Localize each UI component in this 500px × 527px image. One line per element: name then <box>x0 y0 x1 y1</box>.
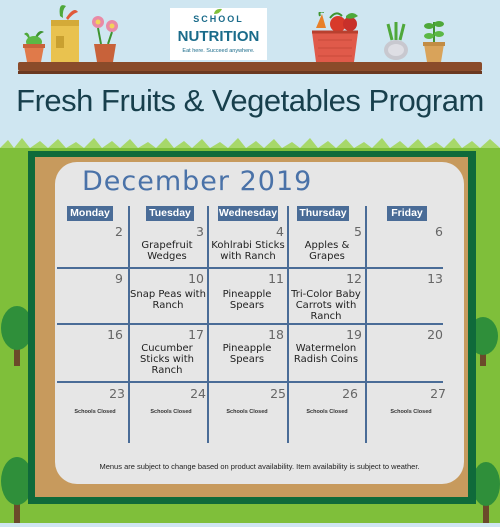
menu-item: Apples & Grapes <box>304 240 350 262</box>
day-number: 12 <box>346 271 362 286</box>
menu-item: Cucumber Sticks with Ranch <box>140 343 194 376</box>
day-number: 19 <box>346 327 362 342</box>
day-number: 11 <box>268 271 284 286</box>
menu-item: Pineapple Spears <box>222 289 272 311</box>
flower-pot-icon <box>88 12 122 66</box>
menu-item: Tri-Color Baby Carrots with Ranch <box>291 289 361 322</box>
availability-note: Menus are subject to change based on product availability. Item availability is subject to weather. <box>99 462 420 471</box>
day-number: 26 <box>342 386 358 401</box>
schools-closed-label: Schools Closed <box>150 409 192 415</box>
tree-icon <box>472 460 500 527</box>
weekday-tuesday: Tuesday <box>146 206 194 221</box>
grocery-bag-icon <box>48 2 82 66</box>
grid-line-horizontal <box>57 267 443 269</box>
calendar-month: December 2019 <box>82 166 313 197</box>
page-title: Fresh Fruits & Vegetables Program <box>16 83 484 118</box>
kohlrabi-icon <box>382 22 410 66</box>
day-number: 5 <box>354 224 362 239</box>
school-nutrition-logo <box>170 8 267 60</box>
schools-closed-label: Schools Closed <box>74 409 116 415</box>
herb-pot-icon <box>420 16 448 66</box>
day-number: 3 <box>196 224 204 239</box>
weekday-friday: Friday <box>387 206 427 221</box>
schools-closed-label: Schools Closed <box>390 409 432 415</box>
day-number: 23 <box>109 386 125 401</box>
logo-nutrition-text: NUTRITION <box>177 28 260 45</box>
menu-item: Watermelon Radish Coins <box>293 343 359 365</box>
schools-closed-label: Schools Closed <box>226 409 268 415</box>
logo-school-text: SCHOOL <box>193 14 244 24</box>
day-number: 27 <box>430 386 446 401</box>
day-number: 4 <box>276 224 284 239</box>
day-number: 20 <box>427 327 443 342</box>
menu-item: Kohlrabi Sticks with Ranch <box>211 240 285 262</box>
plant-pot-icon <box>20 28 48 66</box>
weekday-wednesday: Wednesday <box>218 207 278 219</box>
logo-tagline: Eat here. Succeed anywhere. <box>182 48 255 54</box>
menu-item: Snap Peas with Ranch <box>130 289 206 311</box>
day-number: 10 <box>188 271 204 286</box>
grid-line-horizontal <box>57 323 443 325</box>
day-number: 17 <box>188 327 204 342</box>
day-number: 2 <box>115 224 123 239</box>
grid-line-horizontal <box>57 381 443 383</box>
day-number: 6 <box>435 224 443 239</box>
vegetable-basket-icon <box>306 12 364 66</box>
day-number: 24 <box>190 386 206 401</box>
schools-closed-label: Schools Closed <box>306 409 348 415</box>
day-number: 18 <box>268 327 284 342</box>
day-number: 13 <box>427 271 443 286</box>
day-number: 25 <box>270 386 286 401</box>
menu-item: Grapefruit Wedges <box>141 240 193 262</box>
shelf-shadow <box>18 71 482 74</box>
day-number: 9 <box>115 271 123 286</box>
weekday-monday: Monday <box>67 206 113 221</box>
weekday-thursday: Thursday <box>297 206 349 221</box>
menu-item: Pineapple Spears <box>222 343 272 365</box>
day-number: 16 <box>107 327 123 342</box>
